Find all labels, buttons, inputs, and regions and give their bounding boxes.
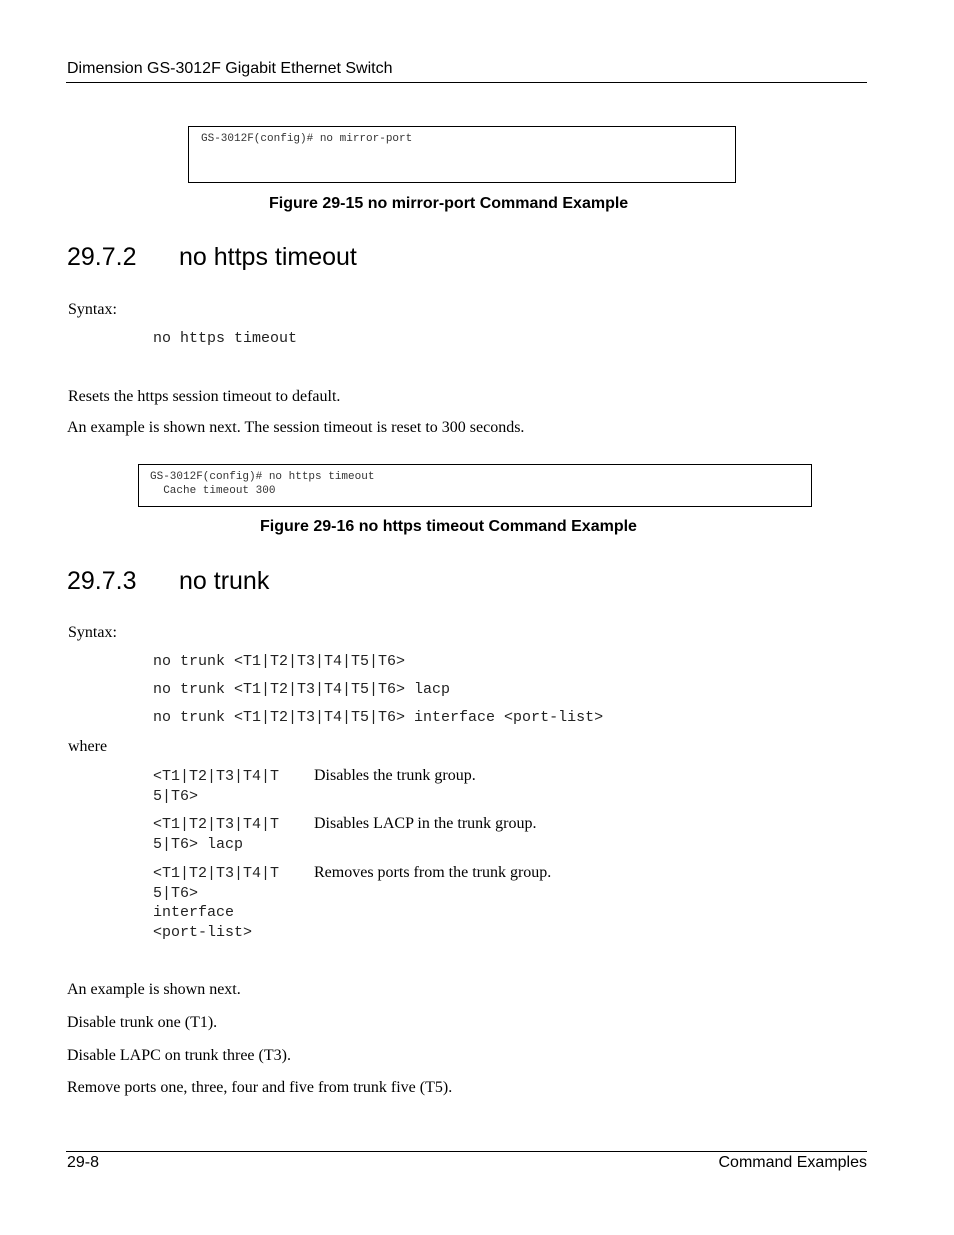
syntax-label: Syntax:: [68, 624, 117, 641]
figure-caption: Figure 29-16 no https timeout Command Example: [260, 518, 637, 535]
figure-caption: Figure 29-15 no mirror-port Command Example: [269, 195, 629, 212]
section-number: 29.7.3: [67, 567, 137, 595]
syntax-label: Syntax:: [68, 301, 117, 318]
paragraph: An example is shown next.: [67, 981, 241, 998]
parameter-name: <T1|T2|T3|T4|T 5|T6>: [153, 768, 280, 805]
page-number: 29-8: [67, 1154, 100, 1171]
header-rule: [66, 82, 867, 83]
paragraph: Remove ports one, three, four and five from trunk five (T5).: [67, 1079, 453, 1096]
parameter-description: Disables the trunk group.: [314, 767, 476, 784]
parameter-name: <T1|T2|T3|T4|T 5|T6> interface <port-list>: [153, 865, 280, 941]
paragraph: An example is shown next. The session timeout is reset to 300 seconds.: [67, 419, 525, 436]
parameter-description: Disables LACP in the trunk group.: [314, 815, 537, 832]
syntax-line: no trunk <T1|T2|T3|T4|T5|T6> interface <port-list>: [153, 709, 604, 726]
paragraph: Resets the https session timeout to default.: [68, 388, 341, 405]
section-title: no trunk: [179, 567, 270, 595]
section-number: 29.7.2: [67, 243, 137, 271]
syntax-line: no trunk <T1|T2|T3|T4|T5|T6>: [153, 653, 406, 670]
where-label: where: [68, 738, 108, 755]
code-line: GS-3012F(config)# no mirror-port: [201, 133, 413, 145]
code-example-box: [188, 126, 736, 183]
parameter-description: Removes ports from the trunk group.: [314, 864, 552, 881]
code-example-box: [138, 464, 812, 507]
footer-rule: [66, 1151, 867, 1152]
chapter-title: Command Examples: [718, 1154, 867, 1171]
syntax-line: no trunk <T1|T2|T3|T4|T5|T6> lacp: [153, 681, 451, 698]
paragraph: Disable trunk one (T1).: [67, 1014, 218, 1031]
parameter-name: <T1|T2|T3|T4|T 5|T6> lacp: [153, 816, 280, 853]
syntax-line: no https timeout: [153, 330, 298, 347]
running-header-title: Dimension GS-3012F Gigabit Ethernet Switch: [67, 60, 393, 77]
code-line: Cache timeout 300: [150, 485, 276, 497]
code-line: GS-3012F(config)# no https timeout: [150, 471, 375, 483]
section-title: no https timeout: [179, 243, 357, 271]
paragraph: Disable LAPC on trunk three (T3).: [67, 1047, 291, 1064]
